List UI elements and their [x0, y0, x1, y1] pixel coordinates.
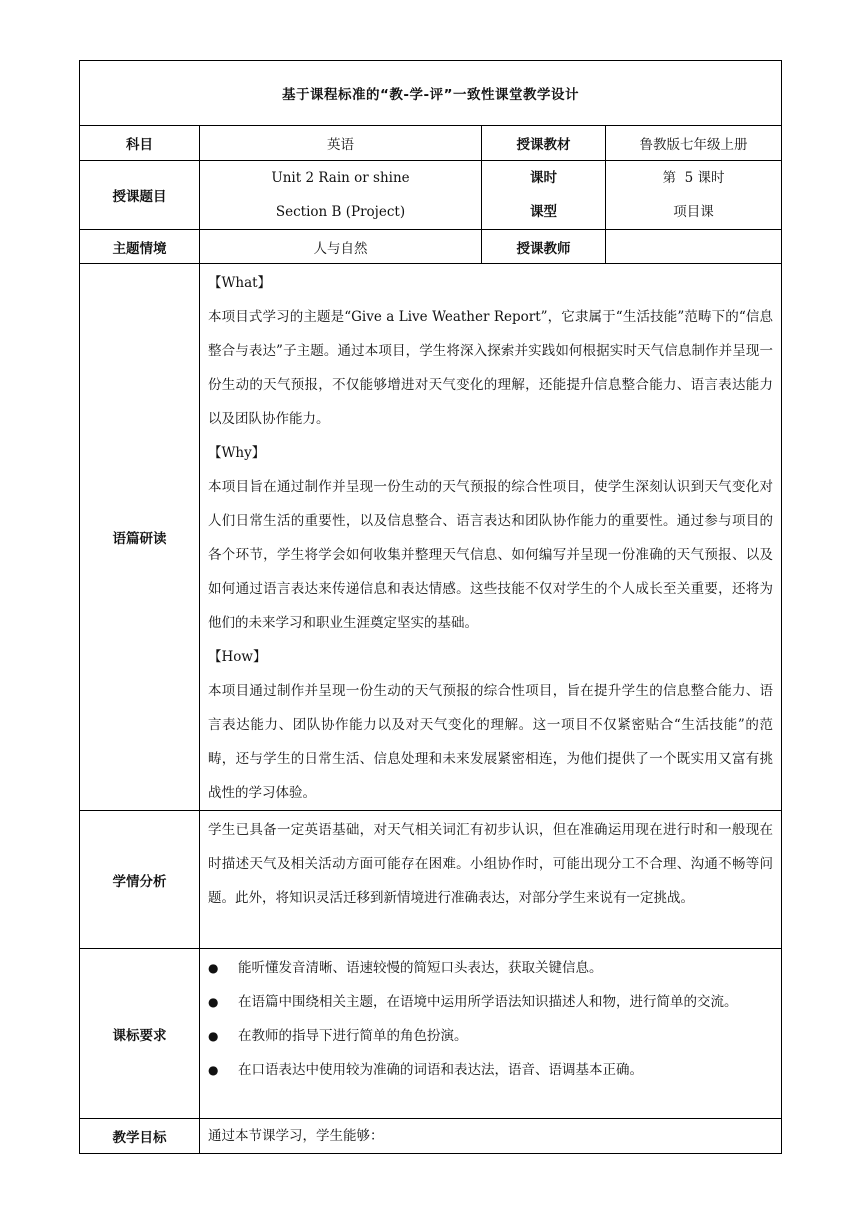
reading-analysis-label: 语篇研读 [80, 264, 200, 811]
document-title: 基于课程标准的“教-学-评”一致性课堂教学设计 [80, 61, 782, 126]
student-analysis-label: 学情分析 [80, 811, 200, 949]
hours-type-values [606, 161, 782, 230]
teacher-label: 授课教师 [482, 230, 606, 264]
bullet-icon: ● [208, 961, 219, 975]
theme-label: 主题情境 [80, 230, 200, 264]
bullet-icon: ● [208, 1029, 219, 1043]
subject-label: 科目 [80, 126, 200, 161]
how-heading: 【How】 [208, 649, 267, 665]
textbook-label: 授课教材 [482, 126, 606, 161]
hours-value: 第 5 课时 [662, 170, 725, 186]
lesson-topic-line1: Unit 2 Rain or shine [271, 170, 410, 186]
teaching-goals-text: 通过本节课学习，学生能够： [208, 1128, 384, 1144]
lesson-topic-label: 授课题目 [80, 161, 200, 230]
type-label: 课型 [530, 204, 557, 220]
standard-item: ● 在语篇中围绕相关主题，在语境中运用所学语法知识描述人和物，进行简单的交流。 [200, 985, 781, 1019]
hours-label: 课时 [530, 170, 557, 186]
standard-item: ● 在教师的指导下进行简单的角色扮演。 [200, 1019, 781, 1053]
type-value: 项目课 [673, 204, 714, 220]
what-paragraph: 本项目式学习的主题是“Give a Live Weather Report”，它隶属于“生活技能”范畴下的“信息整合与表达”子主题。通过本项目，学生将深入探索并实践如何根据实时天气信息制作并呈现一份生动的天气预报，不仅能够增进对天气变化的理解，还能提升信息整合能力、语言表达能力以及团队协作能力。 [208, 309, 774, 427]
curriculum-standards-label: 课标要求 [80, 949, 200, 1119]
standard-item: ● 在口语表达中使用较为准确的词语和表达法，语音、语调基本正确。 [200, 1053, 781, 1087]
bullet-icon: ● [208, 1063, 219, 1077]
student-analysis-text: 学生已具备一定英语基础，对天气相关词汇有初步认识，但在准确运用现在进行时和一般现在时描述天气及相关活动方面可能存在困难。小组协作时，可能出现分工不合理、沟通不畅等问题。此外，将知识灵活迁移到新情境进行准确表达，对部分学生来说有一定挑战。 [208, 822, 774, 906]
lesson-topic-line2: Section B (Project) [275, 204, 406, 220]
teaching-goals-label: 教学目标 [80, 1119, 200, 1154]
subject-value: 英语 [200, 126, 482, 161]
hours-type-labels [482, 161, 606, 230]
what-heading: 【What】 [208, 275, 272, 291]
student-analysis-content [200, 811, 782, 949]
reading-analysis-content [200, 264, 782, 811]
theme-value: 人与自然 [200, 230, 482, 264]
lesson-plan-table [79, 60, 782, 1154]
teacher-value [606, 230, 782, 264]
curriculum-standards-content [200, 949, 782, 1119]
why-heading: 【Why】 [208, 445, 266, 461]
textbook-value: 鲁教版七年级上册 [606, 126, 782, 161]
teaching-goals-content [200, 1119, 782, 1154]
lesson-topic-value [200, 161, 482, 230]
standard-item: ● 能听懂发音清晰、语速较慢的简短口头表达，获取关键信息。 [200, 951, 781, 985]
why-paragraph: 本项目旨在通过制作并呈现一份生动的天气预报的综合性项目，使学生深刻认识到天气变化对人们日常生活的重要性，以及信息整合、语言表达和团队协作能力的重要性。通过参与项目的各个环节，学生将学会如何收集并整理天气信息、如何编写并呈现一份准确的天气预报、以及如何通过语言表达来传递信息和表达情感。这些技能不仅对学生的个人成长至关重要，还将为他们的未来学习和职业生涯奠定坚实的基础。 [208, 479, 774, 631]
how-paragraph: 本项目通过制作并呈现一份生动的天气预报的综合性项目，旨在提升学生的信息整合能力、语言表达能力、团队协作能力以及对天气变化的理解。这一项目不仅紧密贴合“生活技能”的范畴，还与学生的日常生活、信息处理和未来发展紧密相连，为他们提供了一个既实用又富有挑战性的学习体验。 [208, 683, 774, 801]
bullet-icon: ● [208, 995, 219, 1009]
